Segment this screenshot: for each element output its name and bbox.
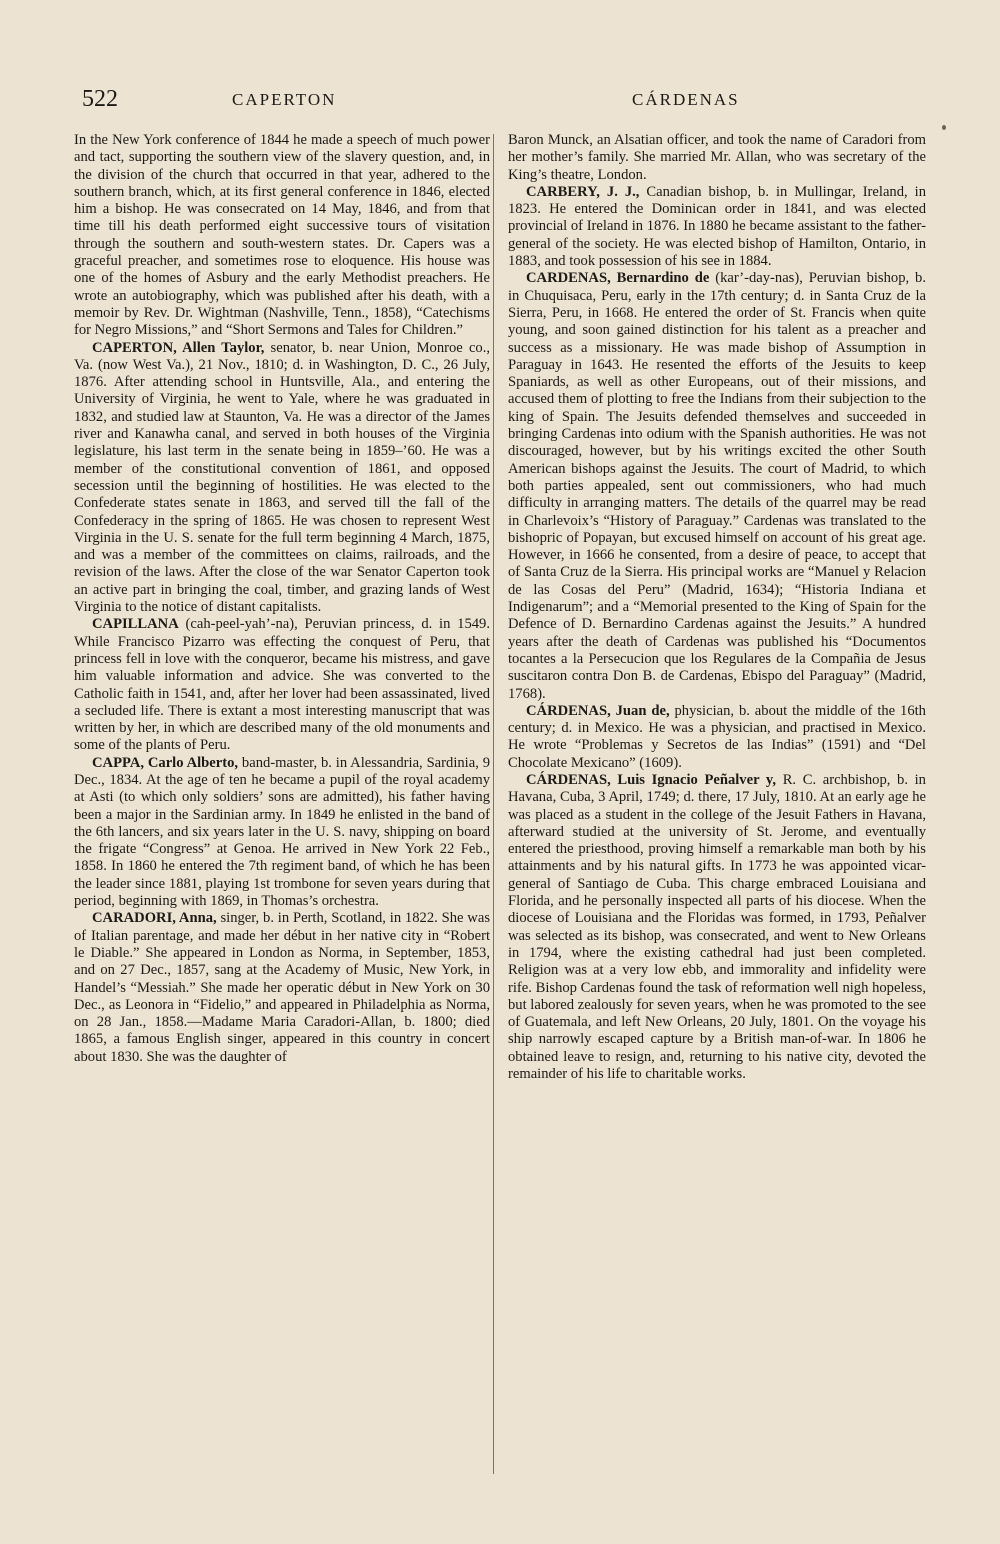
entry-text: (cah-peel-yah’-na), Peruvian princess, d. in 1549. While Francisco Pizarro was effecting the conquest of Peru, that princess fell in love with the conqueror, became his mistress, and gave him valuable information and advice. She was converted to the Catholic faith in 1541, and, after her lover had been assassinated, lived a secluded life. There is extant a most interesting manuscript that was written by her, in which are described many of the old monuments and some of the plants of Peru.	[74, 616, 490, 754]
entry-continuation	[74, 132, 490, 340]
entry-caperton	[74, 340, 490, 617]
running-head-right: CÁRDENAS	[632, 90, 740, 109]
entry-cardenas-bernardino	[508, 270, 926, 702]
entry-text: Canadian bishop, b. in Mullingar, Ireland, in 1823. He entered the Dominican order in 1841, and was elected provincial of Ireland in 1876. In 1880 he became assistant to the father-general of the society. He was elected bishop of Hamilton, Ontario, in 1883, and took possession of his see in 1884.	[508, 183, 926, 270]
page-header	[82, 86, 768, 122]
entry-text: R. C. archbishop, b. in Havana, Cuba, 3 April, 1749; d. there, 17 July, 1810. At an early age he was placed as a student in the college of the Jesuit Fathers in Havana, afterward studied at the university of St. Jerome, and eventually entered the priesthood, proving himself a remarkable man both by his attainments and by his natural gifts. In 1773 he was appointed vicar-general of Santiago de Cuba. This charge embraced Louisiana and Florida, and he personally inspected all parts of his diocese. When the diocese of Louisiana and the Floridas was formed, in 1793, Peñalver was selected as its bishop, was consecrated, and went to New Orleans in 1794, where the existing cathedral had just been completed. Religion was at a very low ebb, and immorality and infidelity were rife. Bishop Cardenas found the task of reformation well nigh hopeless, but labored zealously for seven years, when he was promoted to the see of Guatemala, and left New Orleans, 20 July, 1801. On the voyage his ship narrowly escaped capture by a British man-of-war. In 1806 he obtained leave to resign, and, returning to his native city, devoted the remainder of his life to charitable works.	[508, 771, 926, 1083]
page-number: 522	[82, 86, 118, 112]
headword: CARDENAS, Bernardino de	[526, 270, 710, 287]
headword: CÁRDENAS, Luis Ignacio Peñalver y,	[526, 771, 777, 788]
entry-text: Baron Munck, an Alsatian officer, and took the name of Caradori from her mother’s family. She married Mr. Allan, who was secretary of the King’s theatre, London.	[508, 132, 926, 183]
entry-cardenas-juan	[508, 703, 926, 772]
headword: CÁRDENAS, Juan de,	[526, 702, 670, 719]
entry-text: singer, b. in Perth, Scotland, in 1822. She was of Italian parentage, and made her début in her native city in “Robert le Diable.” She appeared in London as Norma, in September, 1853, and on 27 Dec., 1857, sang at the Academy of Music, New York, in Handel’s “Messiah.” She made her operatic début in New York on 30 Dec., as Leonora in “Fidelio,” and appeared in Philadelphia as Norma, on 28 Jan., 1858.—Madame Maria Caradori-Allan, b. 1800; died 1865, a famous English singer, appeared in this country in concert about 1830. She was the daughter of	[74, 910, 490, 1065]
headword: CAPILLANA	[92, 616, 179, 633]
print-smudge	[942, 125, 946, 130]
headword: CARADORI, Anna,	[92, 910, 217, 927]
entry-text: (kar’-day-nas), Peruvian bishop, b. in Chuquisaca, Peru, early in the 17th century; d. in Santa Cruz de la Sierra, Peru, in 1668. He entered the order of St. Francis when quite young, and soon gained distinction for his talent as a preacher and success as a missionary. He was made bishop of Assumption in Paraguay in 1643. He resented the efforts of the Jesuits to keep Spaniards, as well as other Europeans, out of their missions, and accused them of plotting to free the Indians from their subjection to the king of Spain. The Jesuits defended themselves and succeeded in bringing Cardenas into odium with the Spanish authorities. He was not discouraged, however, but by his writings excited the other South American bishops against the Jesuits. The court of Madrid, to which both parties appealed, sent out commissioners, who had much difficulty in arranging matters. The details of the quarrel may be read in Charlevoix’s “History of Paraguay.” Cardenas was translated to the bishopric of Popayan, but excused himself on account of his great age. However, in 1666 he consented, from a desire of peace, to accept that of Santa Cruz de la Sierra. His principal works are “Manuel y Relacion de las Cosas del Peru” (Madrid, 1634); “Historia Indiana et Indigenarum”; and a “Memorial presented to the King of Spain for the Defence of D. Bernardino Cardenas against the Jesuits.” A hundred years after the death of Cardenas was published his “Documentos tocantes a la Persecucion que los Regulares de la Compañia de Jesus suscitaron contra Don B. de Cardenas, Ebispo del Paraguay” (Madrid, 1768).	[508, 270, 926, 702]
running-head-left: CAPERTON	[232, 90, 337, 109]
left-column	[74, 132, 490, 1066]
column-divider	[493, 134, 494, 1474]
entry-text: senator, b. near Union, Monroe co., Va. (now West Va.), 21 Nov., 1810; d. in Washington, D. C., 26 July, 1876. After attending school in Huntsville, Ala., and entering the University of Virginia, he went to Yale, where he was graduated in 1832, and studied law at Staunton, Va. He was a director of the James river and Kanawha canal, and served in both houses of the Virginia legislature, his last term in the senate being in 1859–’60. He was a member of the constitutional convention of 1861, and opposed secession until the beginning of hostilities. He was elected to the Confederate states senate in 1863, and served till the fall of the Confederacy in the spring of 1865. He was chosen to represent West Virginia in the U. S. senate for the full term beginning 4 March, 1875, and was a member of the committees on claims, railroads, and the revision of the laws. After the close of the war Senator Caperton took an active part in bringing the coal, timber, and grazing lands of West Virginia to the notice of distant capitalists.	[74, 339, 491, 616]
entry-caradori	[74, 910, 490, 1066]
entry-cardenas-luis	[508, 772, 926, 1083]
headword: CARBERY, J. J.,	[526, 183, 640, 200]
entry-continuation	[508, 132, 926, 184]
entry-text: band-master, b. in Alessandria, Sardinia, 9 Dec., 1834. At the age of ten he became a pupil of the royal academy at Asti (to which only soldiers’ sons are admitted), his father having been a major in the Sardinian army. In 1849 he enlisted in the band of the 6th lancers, and six years later in the U. S. navy, shipping on board the frigate “Congress” at Genoa. He arrived in New York 22 Feb., 1858. In 1860 he entered the 7th regiment band, of which he has been the leader since 1881, playing 1st trombone for seven years during that period, beginning with 1869, in Thomas’s orchestra.	[74, 754, 490, 910]
entry-capillana	[74, 616, 490, 754]
headword: CAPERTON, Allen Taylor,	[92, 339, 265, 356]
entry-carbery	[508, 184, 926, 270]
entry-cappa	[74, 755, 490, 911]
right-column	[508, 132, 926, 1083]
headword: CAPPA, Carlo Alberto,	[92, 754, 239, 771]
entry-text: physician, b. about the middle of the 16th century; d. in Mexico. He was a physician, and practised in Mexico. He wrote “Problemas y Secretos de las Indias” (1591) and “Del Chocolate Mexicano” (1609).	[508, 702, 926, 771]
entry-text: In the New York conference of 1844 he made a speech of much power and tact, supporting the southern view of the slavery question, and, in the division of the church that occurred in that year, adhered to the southern branch, which, at its first general conference in 1846, elected him a bishop. He was consecrated on 14 May, 1846, and from that time till his death performed eight successive tours of visitation through the southern and south-western states. Dr. Capers was a graceful preacher, and sometimes rose to eloquence. His house was one of the homes of Asbury and the early Methodist preachers. He wrote an autobiography, which was published after his death, with a memoir by Rev. Dr. Wightman (Nashville, Tenn., 1858), “Catechisms for Negro Missions,” and “Short Sermons and Tales for Children.”	[74, 132, 490, 339]
